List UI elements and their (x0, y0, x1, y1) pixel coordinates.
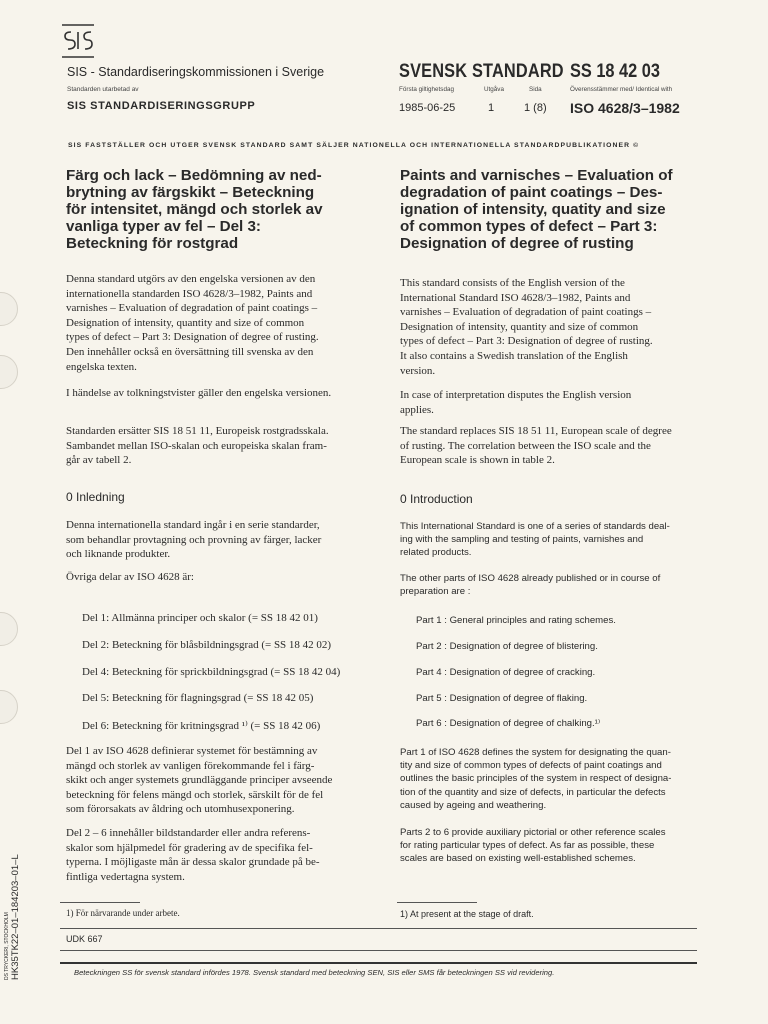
punch-hole (0, 355, 18, 389)
sv-section-heading: 0 Inledning (66, 490, 125, 504)
en-list-item: Part 1 : General principles and rating schemes. (416, 615, 616, 626)
title-line: för intensitet, mängd och storlek av (66, 201, 323, 218)
en-paragraph-series (400, 520, 712, 560)
sv-paragraph-intro (66, 272, 374, 374)
meta-label-page: Sida (529, 86, 542, 93)
text-line: In case of interpretation disputes the English version (400, 389, 632, 401)
sv-paragraph-parts2to6 (66, 826, 374, 884)
text-line: preparation are : (400, 586, 471, 598)
text-line: engelska texten. (66, 360, 137, 373)
publisher-notice: SIS FASTSTÄLLER OCH UTGER SVENSK STANDARD SAMT SÄLJER NATIONELLA OCH INTERNATIONELLA STANDARDPUBLIKATIONER © (68, 142, 640, 149)
title-line: of common types of defect – Part 3: (400, 218, 658, 235)
text-line: scales are based on existing well-established schemes. (400, 853, 636, 865)
en-paragraph-intro (400, 276, 710, 378)
standard-title: SVENSK STANDARD (399, 61, 564, 82)
validity-date: 1985-06-25 (399, 102, 456, 114)
punch-hole (0, 292, 18, 326)
footnote-rule (397, 902, 477, 903)
text-line: version. (400, 364, 436, 377)
text-line: This standard consists of the English version of the (400, 277, 625, 289)
text-line: types of defect – Part 3: Designation of degree of rusting. (66, 331, 319, 344)
text-line: skalor som hjälpmedel för gradering av de specifika fel- (66, 841, 313, 854)
en-paragraph-parts2to6 (400, 826, 712, 866)
text-line: Del 2 – 6 innehåller bildstandarder eller andra referens- (66, 827, 311, 839)
sis-logo-icon (60, 22, 96, 60)
punch-hole (0, 612, 18, 646)
footnote-rule (60, 902, 140, 903)
en-paragraph-parts (400, 572, 712, 598)
en-section-heading: 0 Introduction (400, 492, 473, 506)
title-english (400, 167, 720, 252)
text-line: Parts 2 to 6 provide auxiliary pictorial or other reference scales (400, 827, 666, 838)
sv-footnote: 1) För närvarande under arbete. (66, 908, 180, 918)
title-line: Beteckning för rostgrad (66, 235, 239, 252)
text-line: Part 1 of ISO 4628 defines the system for designating the quan- (400, 747, 671, 758)
group-name: SIS STANDARDISERINGSGRUPP (67, 100, 256, 112)
en-list-item: Part 4 : Designation of degree of cracking. (416, 667, 596, 678)
text-line: related products. (400, 547, 472, 559)
text-line: The other parts of ISO 4628 already published or in course of (400, 573, 661, 584)
en-paragraph-part1 (400, 746, 712, 812)
sv-paragraph-series (66, 518, 374, 562)
text-line: outlines the basic principles of the system in respect of designa- (400, 773, 672, 785)
text-line: Sambandet mellan ISO-skalan och europeiska skalan fram- (66, 439, 327, 452)
title-line: vanliga typer av fel – Del 3: (66, 218, 261, 235)
text-line: Standarden ersätter SIS 18 51 11, Europeisk rostgradsskala. (66, 425, 329, 437)
title-line: Paints and varnisches – Evaluation of (400, 167, 673, 184)
en-footnote: 1) At present at the stage of draft. (400, 909, 534, 919)
sv-list-item: Del 6: Beteckning för kritningsgrad ¹⁾ (= SS 18 42 06) (82, 720, 321, 732)
text-line: beteckning för felens mängd och storlek, särskilt för de fel (66, 788, 324, 801)
footer-rule-top (60, 928, 697, 929)
edition-number: 1 (488, 102, 495, 114)
text-line: typerna. I möjligaste mån är dessa skalor grundade på be- (66, 856, 320, 869)
text-line: Designation of intensity, quantity and size of common (66, 316, 305, 329)
title-line: brytning av färgskikt – Beteckning (66, 184, 315, 201)
title-swedish (66, 167, 376, 252)
en-list-item: Part 6 : Designation of degree of chalking.¹⁾ (416, 718, 601, 729)
meta-label-edition: Utgåva (484, 86, 504, 93)
printer-name: DS TRYCKERI, STOCKHOLM (4, 912, 10, 980)
text-line: tity and size of common types of defects of paint coatings and (400, 760, 662, 772)
text-line: Denna internationella standard ingår i en serie standarder, (66, 519, 320, 531)
text-line: mängd och storlek av vanligen förekommande fel i färg- (66, 759, 315, 772)
text-line: internationella standarden ISO 4628/3–1982, Paints and (66, 287, 313, 300)
text-line: fintliga vedertagna system. (66, 870, 185, 883)
text-line: It also contains a Swedish translation of the English (400, 349, 628, 362)
title-line: Designation of degree of rusting (400, 235, 634, 252)
en-paragraph-dispute (400, 388, 710, 417)
text-line: Designation of intensity, quantity and size of common (400, 320, 639, 333)
text-line: Denna standard utgörs av den engelska versionen av den (66, 273, 316, 285)
en-list-item: Part 2 : Designation of degree of blistering. (416, 641, 598, 652)
en-paragraph-replaces (400, 424, 710, 468)
footer-rule-mid (60, 950, 697, 951)
text-line: går av tabell 2. (66, 454, 132, 467)
title-line: ignation of intensity, quatity and size (400, 201, 666, 218)
title-line: degradation of paint coatings – Des- (400, 184, 663, 201)
footer-rule-thick (60, 962, 697, 964)
text-line: for rating particular types of defect. As far as possible, these (400, 840, 655, 852)
en-list-item: Part 5 : Designation of degree of flaking. (416, 693, 588, 704)
sv-list-item: Del 2: Beteckning för blåsbildningsgrad (= SS 18 42 02) (82, 639, 332, 651)
page-count: 1 (8) (524, 102, 547, 114)
sv-paragraph-part1 (66, 744, 374, 817)
print-code: HK35TK22–01–184203–01–L (10, 854, 21, 980)
text-line: Den innehåller också en översättning till svenska av den (66, 345, 314, 358)
text-line: This International Standard is one of a series of standards deal- (400, 521, 670, 532)
text-line: som behandlar provtagning och provning av färger, lacker (66, 533, 322, 546)
text-line: Del 1 av ISO 4628 definierar systemet för bestämning av (66, 745, 318, 757)
meta-label-identical: Överensstämmer med/ Identical with (570, 86, 673, 93)
text-line: och liknande produkter. (66, 548, 171, 561)
org-subtitle: Standarden utarbetad av (67, 86, 139, 93)
text-line: som förorsakats av åldring och utomhusexponering. (66, 803, 295, 816)
title-line: Färg och lack – Bedömning av ned- (66, 167, 322, 184)
iso-identifier: ISO 4628/3–1982 (570, 100, 680, 116)
sv-paragraph-dispute (66, 386, 374, 401)
sv-list-item: Del 1: Allmänna principer och skalor (= SS 18 42 01) (82, 612, 318, 624)
text-line: The standard replaces SIS 18 51 11, European scale of degree (400, 425, 672, 437)
text-line: International Standard ISO 4628/3–1982, Paints and (400, 291, 631, 304)
sv-paragraph-replaces (66, 424, 374, 468)
text-line: Övriga delar av ISO 4628 är: (66, 571, 194, 583)
sv-paragraph-parts (66, 570, 374, 585)
standard-number: SS 18 42 03 (570, 61, 660, 82)
text-line: caused by ageing and weathering. (400, 799, 547, 811)
meta-label-date: Första giltighetsdag (399, 86, 454, 93)
text-line: types of defect – Part 3: Designation of degree of rusting. (400, 335, 653, 348)
text-line: varnishes – Evaluation of degradation of paint coatings – (66, 302, 318, 315)
punch-hole (0, 690, 18, 724)
text-line: varnishes – Evaluation of degradation of paint coatings – (400, 306, 652, 319)
text-line: skikt och anger systemets grundläggande principer avseende (66, 774, 333, 787)
text-line: applies. (400, 403, 434, 416)
sv-list-item: Del 5: Beteckning för flagningsgrad (= SS 18 42 05) (82, 692, 314, 704)
org-name: SIS - Standardiseringskommissionen i Sverige (67, 65, 325, 79)
text-line: tion of the quantity and size of defects, in particular the defects (400, 786, 666, 798)
udk-code: UDK 667 (66, 934, 103, 944)
text-line: of rusting. The correlation between the ISO scale and the (400, 439, 651, 452)
designation-note: Beteckningen SS för svensk standard infördes 1978. Svensk standard med beteckning SEN, SIS eller SMS får beteckningen SS vid revidering. (74, 968, 555, 977)
sv-list-item: Del 4: Beteckning för sprickbildningsgrad (= SS 18 42 04) (82, 666, 341, 678)
text-line: ing with the sampling and testing of paints, varnishes and (400, 534, 644, 546)
text-line: I händelse av tolkningstvister gäller den engelska versionen. (66, 387, 332, 399)
text-line: European scale is shown in table 2. (400, 454, 555, 467)
